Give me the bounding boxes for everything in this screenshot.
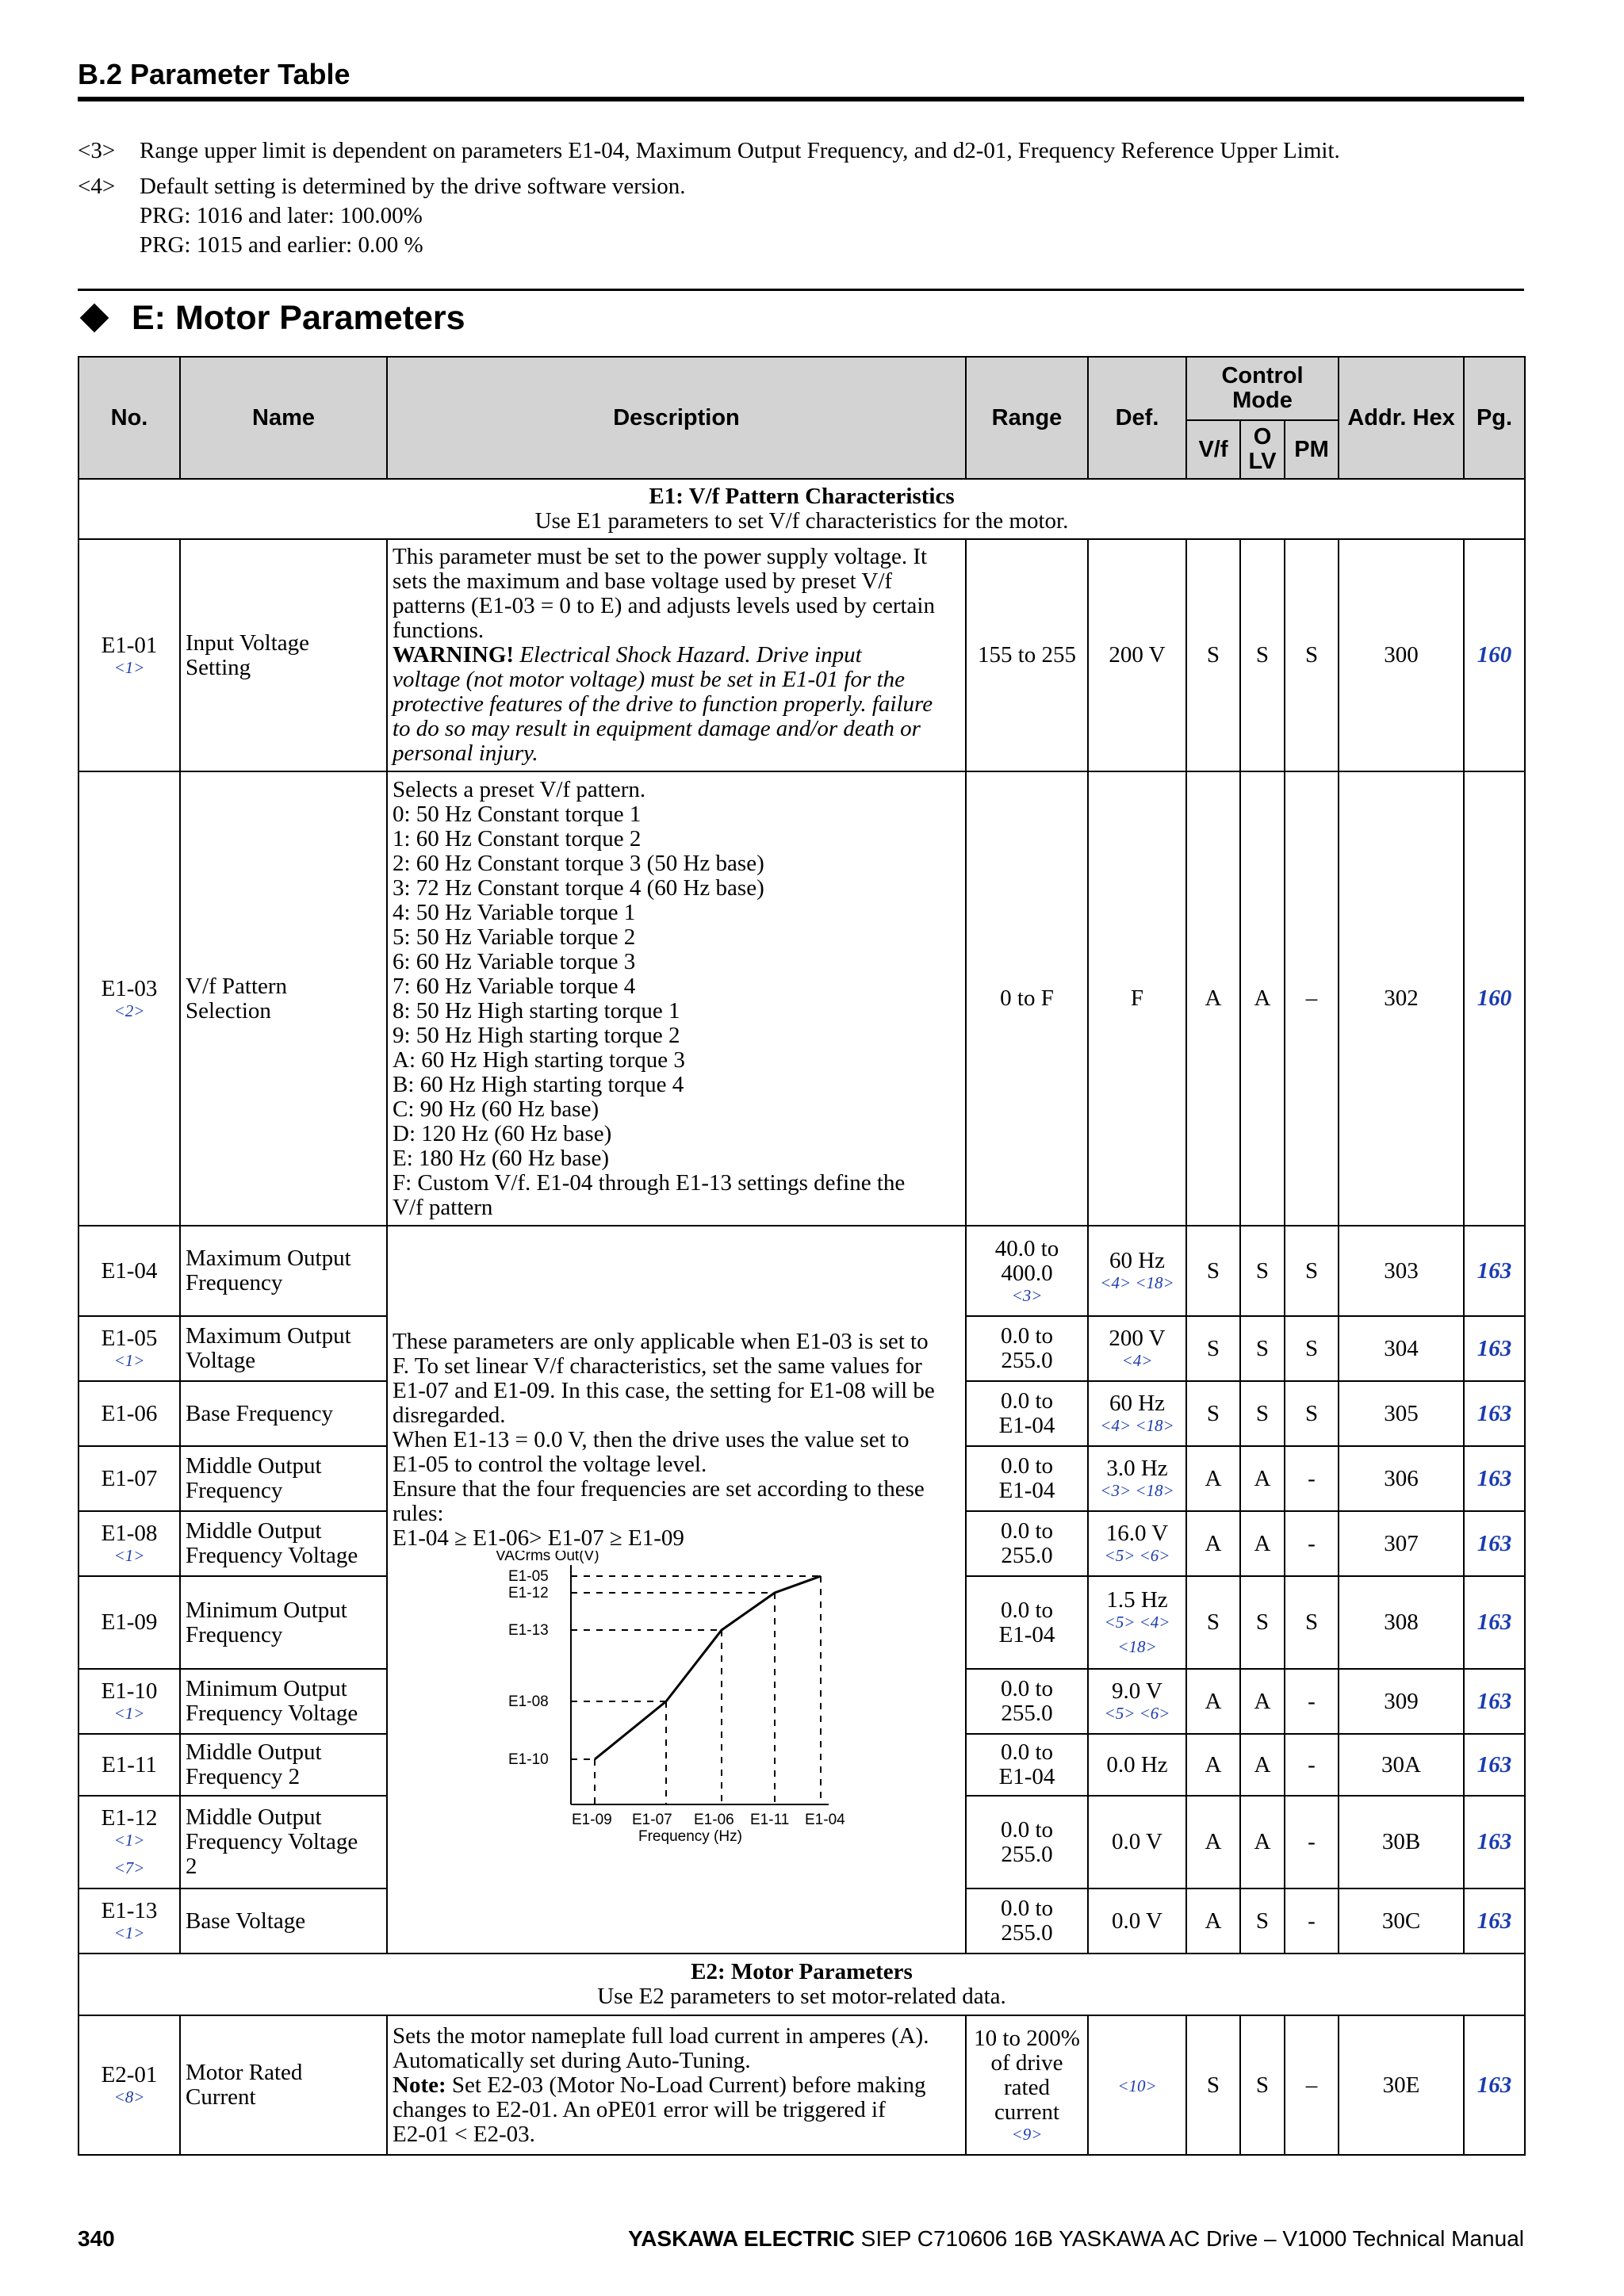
- mode-pm: S: [1285, 539, 1339, 771]
- param-default: 200 V: [1109, 1326, 1166, 1351]
- table-row: [79, 539, 1525, 771]
- param-addr: 300: [1339, 539, 1464, 771]
- mode-olv: A: [1240, 1511, 1285, 1576]
- param-name: Setting: [186, 654, 251, 680]
- param-name: Minimum Output: [186, 1676, 347, 1701]
- mode-pm: -: [1285, 1446, 1339, 1511]
- param-no: E1-04: [101, 1257, 158, 1284]
- col-header-control-mode: Control Mode: [1186, 357, 1339, 420]
- param-range: E1-04: [998, 1621, 1055, 1647]
- mode-pm: -: [1285, 1734, 1339, 1796]
- param-default: F: [1088, 771, 1186, 1226]
- mode-vf: S: [1186, 1576, 1240, 1669]
- param-no: E1-12: [101, 1805, 158, 1831]
- section-title-text: E: Motor Parameters: [132, 299, 465, 337]
- param-range: E1-04: [998, 1413, 1055, 1438]
- col-header-description: Description: [387, 357, 966, 479]
- col-header-vf: V/f: [1186, 420, 1240, 479]
- page-number: 340: [78, 2226, 115, 2251]
- param-range: 400.0: [1001, 1260, 1053, 1286]
- col-header-olv: O LV: [1240, 420, 1285, 479]
- param-addr: 304: [1339, 1316, 1464, 1381]
- footer-brand: YASKAWA ELECTRIC: [628, 2226, 855, 2251]
- default-refs: <3> <18>: [1100, 1481, 1174, 1500]
- notes: [78, 136, 1524, 266]
- page-link[interactable]: 163: [1464, 1796, 1525, 1888]
- page-link[interactable]: 163: [1464, 1888, 1525, 1954]
- footer-manual-title: SIEP C710606 16B YASKAWA AC Drive – V1000 Technical Manual: [854, 2226, 1524, 2251]
- param-name: Maximum Output: [186, 1246, 351, 1271]
- mode-pm: -: [1285, 1669, 1339, 1734]
- mode-pm: S: [1285, 1381, 1339, 1446]
- mode-vf: A: [1186, 1796, 1240, 1888]
- note-4: [78, 172, 1524, 260]
- footer-manual: [628, 2225, 1524, 2252]
- param-range: 255.0: [1001, 1920, 1053, 1946]
- page-link[interactable]: 160: [1464, 539, 1525, 771]
- param-name: Base Frequency: [186, 1400, 334, 1426]
- param-no: E1-01: [101, 632, 158, 658]
- mode-olv: A: [1240, 1669, 1285, 1734]
- mode-olv: A: [1240, 771, 1285, 1226]
- param-addr: 309: [1339, 1669, 1464, 1734]
- param-range: 0 to F: [966, 771, 1088, 1226]
- mode-vf: A: [1186, 1511, 1240, 1576]
- mode-pm: –: [1285, 2015, 1339, 2155]
- section-title: [78, 293, 465, 342]
- param-range: 0.0 to: [1000, 1323, 1054, 1349]
- param-no: E1-09: [101, 1609, 158, 1635]
- param-addr: 30C: [1339, 1888, 1464, 1954]
- group-header-e2: [79, 1954, 1525, 2015]
- param-name: Current: [186, 2084, 256, 2110]
- param-range: current: [994, 2099, 1060, 2125]
- page-link[interactable]: 163: [1464, 1316, 1525, 1381]
- param-name: Minimum Output: [186, 1597, 347, 1623]
- mode-vf: A: [1186, 771, 1240, 1226]
- param-name: Middle Output: [186, 1739, 322, 1765]
- param-range: 0.0 to: [1000, 1453, 1054, 1479]
- group-subtitle: Use E1 parameters to set V/f characteristics for the motor.: [534, 508, 1069, 534]
- param-name: Voltage: [186, 1348, 256, 1373]
- note-line: PRG: 1016 and later: 100.00%: [140, 203, 423, 228]
- default-refs: <5> <6>: [1104, 1704, 1170, 1723]
- guide-lines: [571, 1576, 821, 1804]
- param-name: Frequency Voltage: [186, 1543, 358, 1568]
- x-tick-label: E1-06: [694, 1812, 734, 1828]
- param-name: Frequency Voltage: [186, 1829, 358, 1854]
- page-link[interactable]: 163: [1464, 2015, 1525, 2155]
- y-tick-label: E1-10: [508, 1751, 549, 1768]
- param-range: 0.0 to: [1000, 1739, 1054, 1765]
- vf-pattern-chart: [496, 1551, 908, 1844]
- param-no: E1-03: [101, 975, 158, 1001]
- note-line: PRG: 1015 and earlier: 0.00 %: [140, 232, 423, 258]
- y-tick-label: E1-05: [508, 1568, 549, 1585]
- page-link[interactable]: 163: [1464, 1576, 1525, 1669]
- note-mark: <3>: [78, 138, 116, 163]
- param-range: E1-04: [998, 1478, 1055, 1503]
- y-axis-label: VACrms Out(V): [496, 1551, 599, 1564]
- param-name: Middle Output: [186, 1518, 322, 1544]
- mode-olv: S: [1240, 539, 1285, 771]
- diamond-icon: [80, 304, 109, 333]
- mode-olv: S: [1240, 1381, 1285, 1446]
- default-refs: <5> <4>: [1104, 1613, 1170, 1632]
- shared-description: These parameters are only applicable when E1-03 is set to F. To set linear V/f characteristics, set the same values for E1-07 and E1-09. In this case, the setting for E1-08 will be disregarded. When E1-13 = 0.0 V, then the drive uses the value set to E1-05 to control the voltage level. Ensure that the four frequencies are set according to these rules: E1-04 ≥ E1-06> E1-07 ≥ E1-09 VACrms Out(V) Frequency (Hz) E1-05 E1-12 E1-13 E1-08 E1-10 E1-09 E1-07 E1-06 E1-11 E1-04: [387, 1226, 966, 1954]
- page-link[interactable]: 163: [1464, 1446, 1525, 1511]
- range-ref: <3>: [1011, 1285, 1043, 1305]
- mode-olv: A: [1240, 1734, 1285, 1796]
- default-refs: <18>: [1117, 1637, 1157, 1656]
- default-refs: <10>: [1117, 2076, 1157, 2095]
- group-header-e1: [79, 479, 1525, 539]
- param-no: E1-06: [101, 1400, 158, 1426]
- param-no: E1-10: [101, 1678, 158, 1704]
- param-name: Base Voltage: [186, 1908, 306, 1934]
- group-subtitle: Use E2 parameters to set motor-related data.: [597, 1984, 1006, 2009]
- mode-olv: S: [1240, 1316, 1285, 1381]
- default-refs: <4> <18>: [1100, 1273, 1174, 1292]
- col-header-pm: PM: [1285, 420, 1339, 479]
- mode-vf: A: [1186, 1888, 1240, 1954]
- group-title: E2: Motor Parameters: [691, 1959, 913, 1984]
- param-ref: <1>: [113, 1351, 145, 1370]
- y-tick-label: E1-08: [508, 1693, 549, 1710]
- note-mark: <4>: [78, 174, 116, 199]
- mode-pm: S: [1285, 1316, 1339, 1381]
- param-no: E1-11: [102, 1751, 157, 1777]
- param-default: 60 Hz: [1109, 1248, 1166, 1273]
- note-line: Range upper limit is dependent on parameters E1-04, Maximum Output Frequency, and d2-01, Frequency Reference Upper Limit.: [140, 138, 1340, 163]
- page-footer: [78, 2225, 1524, 2252]
- note-3: [78, 136, 1524, 166]
- param-addr: 30E: [1339, 2015, 1464, 2155]
- param-name: Maximum Output: [186, 1323, 351, 1349]
- mode-vf: S: [1186, 539, 1240, 771]
- param-ref: <1>: [113, 1546, 145, 1565]
- table-row: [79, 771, 1525, 1226]
- mode-olv: A: [1240, 1796, 1285, 1888]
- param-range: 0.0 to: [1000, 1597, 1054, 1623]
- param-range: 0.0 to: [1000, 1388, 1054, 1414]
- mode-pm: -: [1285, 1511, 1339, 1576]
- param-name: Motor Rated: [186, 2060, 303, 2085]
- param-no: E1-13: [101, 1898, 158, 1923]
- param-ref: <1>: [113, 1831, 145, 1850]
- param-no: E1-08: [101, 1521, 158, 1546]
- param-name: Frequency: [186, 1621, 283, 1647]
- param-default: 3.0 Hz: [1106, 1456, 1168, 1481]
- param-name: 2: [186, 1854, 197, 1879]
- param-ref: <8>: [113, 2087, 145, 2107]
- param-addr: 306: [1339, 1446, 1464, 1511]
- x-tick-label: E1-07: [632, 1812, 672, 1828]
- param-range: 255.0: [1001, 1701, 1053, 1726]
- param-range: 255.0: [1001, 1348, 1053, 1373]
- param-default: 9.0 V: [1112, 1678, 1162, 1704]
- page-link[interactable]: 160: [1464, 771, 1525, 1226]
- default-refs: <4> <18>: [1100, 1416, 1174, 1435]
- section-header: [78, 57, 1524, 101]
- parameter-table: [78, 356, 1526, 2156]
- x-axis-label: Frequency (Hz): [638, 1828, 742, 1844]
- param-addr: 30A: [1339, 1734, 1464, 1796]
- default-refs: <4>: [1121, 1351, 1153, 1370]
- param-description: Selects a preset V/f pattern. 0: 50 Hz Constant torque 1 1: 60 Hz Constant torque 2 2: 60 Hz Constant torque 3 (50 Hz base) 3: 72 Hz Constant torque 4 (60 Hz base) 4: 50 Hz Variable torque 1 5: 50 Hz Variable torque 2 6: 60 Hz Variable torque 3 7: 60 Hz Variable torque 4 8: 50 Hz High starting torque 1 9: 50 Hz High starting torque 2 A: 60 Hz High starting torque 3 B: 60 Hz High starting torque 4 C: 90 Hz (60 Hz base) D: 120 Hz (60 Hz base) E: 180 Hz (60 Hz base) F: Custom V/f. E1-04 through E1-13 settings define the V/f pattern: [387, 771, 966, 1226]
- param-default: 1.5 Hz: [1106, 1587, 1168, 1613]
- mode-vf: A: [1186, 1669, 1240, 1734]
- y-tick-label: E1-13: [508, 1622, 549, 1639]
- mode-pm: -: [1285, 1888, 1339, 1954]
- param-name: Frequency 2: [186, 1764, 301, 1789]
- mode-vf: A: [1186, 1734, 1240, 1796]
- param-addr: 302: [1339, 771, 1464, 1226]
- x-tick-label: E1-04: [805, 1812, 845, 1828]
- table-row: [79, 1226, 1525, 1316]
- range-ref: <9>: [1011, 2124, 1043, 2144]
- page-link[interactable]: 163: [1464, 1511, 1525, 1576]
- x-tick-label: E1-09: [572, 1812, 612, 1828]
- page-link[interactable]: 163: [1464, 1669, 1525, 1734]
- group-title: E1: V/f Pattern Characteristics: [649, 484, 955, 509]
- param-range: 255.0: [1001, 1841, 1053, 1867]
- page-link[interactable]: 163: [1464, 1734, 1525, 1796]
- param-no: E1-07: [101, 1465, 158, 1491]
- param-name: Input Voltage: [186, 629, 310, 656]
- mode-vf: S: [1186, 1226, 1240, 1316]
- param-addr: 30B: [1339, 1796, 1464, 1888]
- mode-pm: S: [1285, 1226, 1339, 1316]
- page-link[interactable]: 163: [1464, 1226, 1525, 1316]
- param-addr: 305: [1339, 1381, 1464, 1446]
- param-name: Selection: [186, 997, 271, 1024]
- x-tick-label: E1-11: [750, 1812, 790, 1828]
- param-range: 0.0 to: [1000, 1896, 1054, 1921]
- table-row: [79, 2015, 1525, 2155]
- param-range: 255.0: [1001, 1543, 1053, 1568]
- mode-olv: S: [1240, 1888, 1285, 1954]
- param-range: 0.0 to: [1000, 1676, 1054, 1701]
- col-header-no: No.: [79, 357, 180, 479]
- param-range: of drive: [990, 2049, 1063, 2076]
- param-range: E1-04: [998, 1764, 1055, 1789]
- param-ref: <1>: [113, 657, 145, 677]
- mode-vf: S: [1186, 1316, 1240, 1381]
- param-addr: 307: [1339, 1511, 1464, 1576]
- param-range: rated: [1004, 2074, 1050, 2100]
- section-heading: B.2 Parameter Table: [78, 58, 350, 90]
- param-ref: <1>: [113, 1704, 145, 1723]
- param-default: 0.0 V: [1088, 1796, 1186, 1888]
- param-ref: <1>: [113, 1923, 145, 1942]
- param-default: 0.0 Hz: [1088, 1734, 1186, 1796]
- y-tick-label: E1-12: [508, 1585, 549, 1601]
- param-range: 10 to 200%: [974, 2025, 1080, 2051]
- mode-pm: S: [1285, 1576, 1339, 1669]
- param-default: 200 V: [1088, 539, 1186, 771]
- mode-pm: -: [1285, 1796, 1339, 1888]
- param-name: V/f Pattern: [186, 973, 288, 999]
- param-name: Middle Output: [186, 1453, 322, 1479]
- param-range: 40.0 to: [994, 1235, 1059, 1261]
- param-range: 0.0 to: [1000, 1518, 1054, 1544]
- param-default: 60 Hz: [1109, 1391, 1166, 1416]
- param-name: Frequency Voltage: [186, 1701, 358, 1726]
- param-no: E1-05: [101, 1326, 158, 1351]
- col-header-addr: Addr. Hex: [1339, 357, 1464, 479]
- param-ref: <7>: [113, 1858, 145, 1877]
- default-refs: <5> <6>: [1104, 1546, 1170, 1565]
- param-range: 0.0 to: [1000, 1816, 1054, 1843]
- param-default: 0.0 V: [1088, 1888, 1186, 1954]
- mode-vf: S: [1186, 2015, 1240, 2155]
- col-header-pg: Pg.: [1464, 357, 1525, 479]
- param-name: Middle Output: [186, 1804, 322, 1830]
- param-description: This parameter must be set to the power supply voltage. It sets the maximum and base voltage used by preset V/f patterns (E1-03 = 0 to E) and adjusts levels used by certain functions. WARNING! Electrical Shock Hazard. Drive input voltage (not motor voltage) must be set in E1-01 for the protective features of the drive to function properly. failure to do so may result in equipment damage and/or death or personal injury.: [387, 539, 966, 771]
- mode-pm: –: [1285, 771, 1339, 1226]
- param-ref: <2>: [113, 1001, 145, 1020]
- section-rule: [78, 289, 1524, 291]
- header-rule: [78, 97, 1524, 101]
- param-name: Frequency: [186, 1270, 283, 1295]
- param-addr: 308: [1339, 1576, 1464, 1669]
- page-link[interactable]: 163: [1464, 1381, 1525, 1446]
- param-name: Frequency: [186, 1478, 283, 1503]
- param-description: Sets the motor nameplate full load current in amperes (A). Automatically set during Auto-Tuning. Note: Set E2-03 (Motor No-Load Current) before making changes to E2-01. An oPE01 error will be triggered if E2-01 < E2-03.: [387, 2015, 966, 2155]
- mode-olv: S: [1240, 1576, 1285, 1669]
- param-no: E2-01: [101, 2062, 158, 2087]
- mode-vf: S: [1186, 1381, 1240, 1446]
- col-header-range: Range: [966, 357, 1088, 479]
- mode-olv: S: [1240, 1226, 1285, 1316]
- col-header-name: Name: [180, 357, 387, 479]
- param-addr: 303: [1339, 1226, 1464, 1316]
- vf-curve: [595, 1576, 821, 1759]
- note-line: Default setting is determined by the drive software version.: [140, 174, 686, 199]
- mode-vf: A: [1186, 1446, 1240, 1511]
- col-header-def: Def.: [1088, 357, 1186, 479]
- param-default: 16.0 V: [1105, 1521, 1169, 1546]
- mode-olv: A: [1240, 1446, 1285, 1511]
- mode-olv: S: [1240, 2015, 1285, 2155]
- param-range: 155 to 255: [966, 539, 1088, 771]
